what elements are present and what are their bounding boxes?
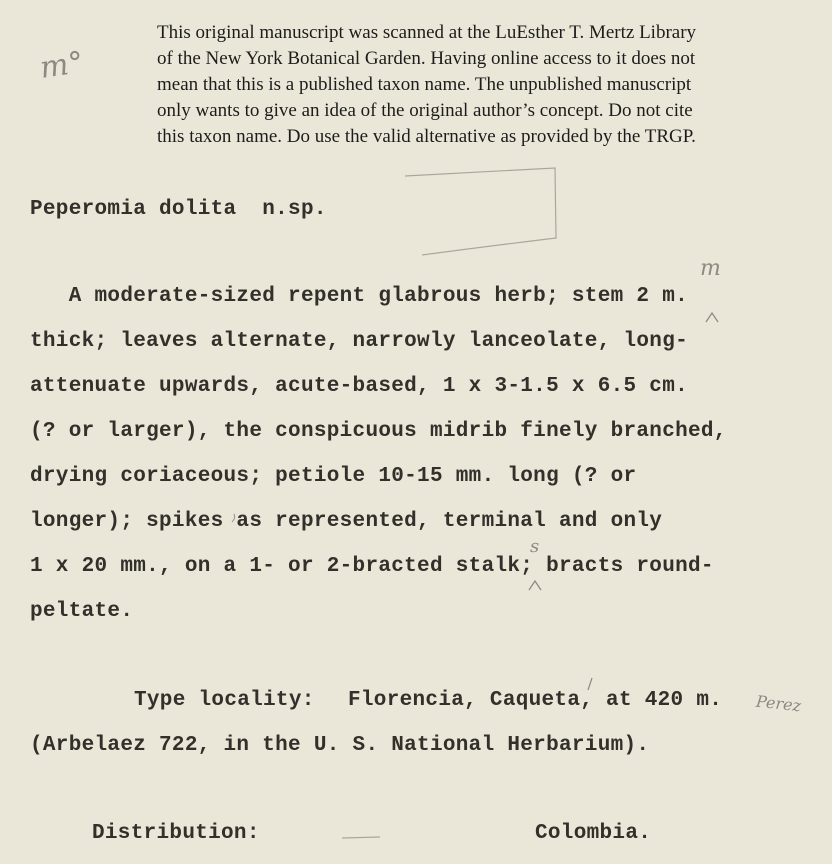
- pencil-bracket-box: [405, 168, 556, 255]
- description-line: attenuate upwards, acute-based, 1 x 3-1.5 x 6.5 cm.: [30, 375, 689, 398]
- type-locality-specimen: (Arbelaez 722, in the U. S. National Herbarium).: [30, 734, 650, 757]
- caret-mark: [529, 581, 541, 590]
- description-line: longer); spikes as represented, terminal and only: [30, 510, 663, 533]
- description-line: A moderate-sized repent glabrous herb; stem 2 m.: [30, 285, 689, 308]
- notice-line: of the New York Botanical Garden. Having online access to it does not: [157, 48, 696, 69]
- margin-pencil-note: m°: [37, 45, 86, 86]
- notice-line: mean that this is a published taxon name. The unpublished manuscript: [157, 74, 692, 95]
- distribution-value: Colombia.: [535, 822, 652, 845]
- species-heading: Peperomia dolita n.sp.: [30, 198, 327, 221]
- distribution-label: Distribution:: [92, 822, 260, 845]
- description-line: drying coriaceous; petiole 10-15 mm. long (? or: [30, 465, 637, 488]
- type-locality-text: Florencia, Caqueta, at 420 m.: [348, 689, 723, 712]
- pencil-dash: [342, 837, 380, 838]
- notice-line: this taxon name. Do use the valid alternative as provided by the TRGP.: [157, 126, 696, 147]
- description-line: (? or larger), the conspicuous midrib finely branched,: [30, 420, 727, 443]
- stem-pencil-correction: m: [700, 256, 721, 281]
- stalk-pencil-correction: s: [530, 536, 540, 557]
- notice-line: only wants to give an idea of the original author’s concept. Do not cite: [157, 100, 693, 121]
- type-locality-label: Type locality:: [134, 689, 315, 712]
- notice-line: This original manuscript was scanned at the LuEsther T. Mertz Library: [157, 22, 697, 43]
- description-line: 1 x 20 mm., on a 1- or 2-bracted stalk; bracts round-: [30, 555, 714, 578]
- description-line: peltate.: [30, 600, 134, 623]
- locality-pencil-note: Perez: [755, 691, 802, 716]
- caret-mark: [706, 313, 718, 322]
- description-line: thick; leaves alternate, narrowly lanceolate, long-: [30, 330, 689, 353]
